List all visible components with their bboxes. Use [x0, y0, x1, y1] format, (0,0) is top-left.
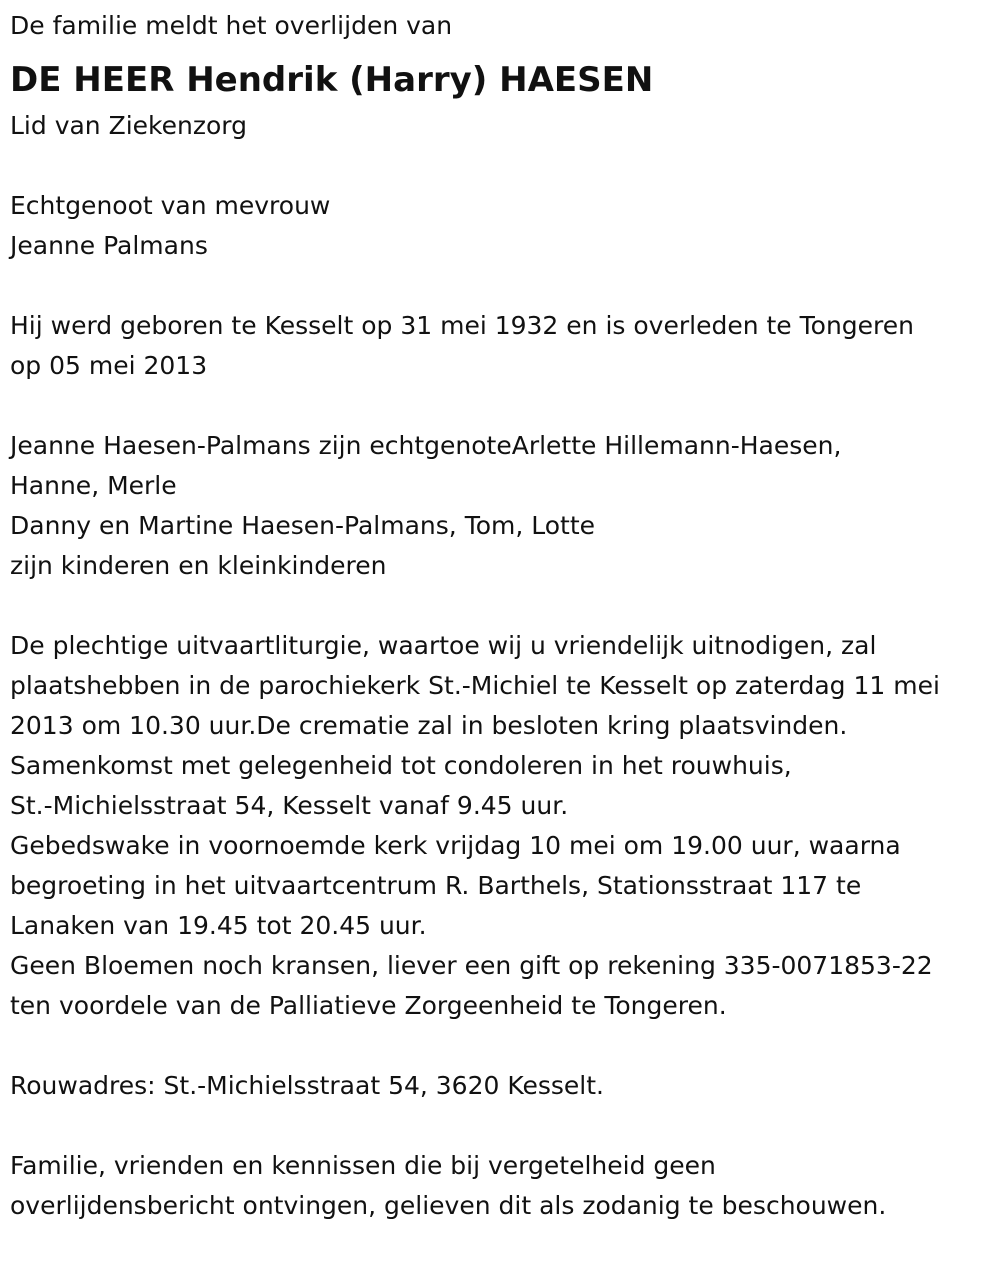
birth-death-line-2: op 05 mei 2013 [10, 351, 208, 380]
spacer [10, 386, 995, 426]
ceremony-line-7: begroeting in het uitvaartcentrum R. Barthels, Stationsstraat 117 te [10, 871, 862, 900]
ceremony-line-6: Gebedswake in voornoemde kerk vrijdag 10 mei om 19.00 uur, waarna [10, 831, 901, 860]
closing-line-1: Familie, vrienden en kennissen die bij vergetelheid geen [10, 1151, 716, 1180]
deceased-name: DE HEER Hendrik (Harry) HAESEN [10, 60, 654, 100]
family-line-4: zijn kinderen en kleinkinderen [10, 551, 387, 580]
spouse-line-1: Echtgenoot van mevrouw [10, 191, 331, 220]
ceremony-line-8: Lanaken van 19.45 tot 20.45 uur. [10, 911, 427, 940]
intro-text: De familie meldt het overlijden van [10, 11, 453, 40]
closing-line-2: overlijdensbericht ontvingen, gelieven dit als zodanig te beschouwen. [10, 1191, 887, 1220]
ceremony-line-9: Geen Bloemen noch kransen, liever een gift op rekening 335-0071853-22 [10, 951, 933, 980]
spacer [10, 146, 995, 186]
ceremony-line-10: ten voordele van de Palliatieve Zorgeenheid te Tongeren. [10, 991, 727, 1020]
ceremony-line-4: Samenkomst met gelegenheid tot condoleren in het rouwhuis, [10, 751, 792, 780]
membership-text: Lid van Ziekenzorg [10, 111, 247, 140]
spacer [10, 1026, 995, 1066]
obituary-notice [10, 6, 995, 1226]
birth-death-line-1: Hij werd geboren te Kesselt op 31 mei 1932 en is overleden te Tongeren [10, 311, 914, 340]
ceremony-line-1: De plechtige uitvaartliturgie, waartoe wij u vriendelijk uitnodigen, zal [10, 631, 877, 660]
spacer [10, 586, 995, 626]
ceremony-line-2: plaatshebben in de parochiekerk St.-Michiel te Kesselt op zaterdag 11 mei [10, 671, 940, 700]
ceremony-line-3: 2013 om 10.30 uur.De crematie zal in besloten kring plaatsvinden. [10, 711, 848, 740]
spacer [10, 266, 995, 306]
family-line-2: Hanne, Merle [10, 471, 177, 500]
spouse-line-2: Jeanne Palmans [10, 231, 208, 260]
family-line-3: Danny en Martine Haesen-Palmans, Tom, Lotte [10, 511, 596, 540]
spacer [10, 1106, 995, 1146]
mourning-address: Rouwadres: St.-Michielsstraat 54, 3620 Kesselt. [10, 1071, 604, 1100]
ceremony-line-5: St.-Michielsstraat 54, Kesselt vanaf 9.45 uur. [10, 791, 569, 820]
family-line-1: Jeanne Haesen-Palmans zijn echtgenoteArlette Hillemann-Haesen, [10, 431, 842, 460]
